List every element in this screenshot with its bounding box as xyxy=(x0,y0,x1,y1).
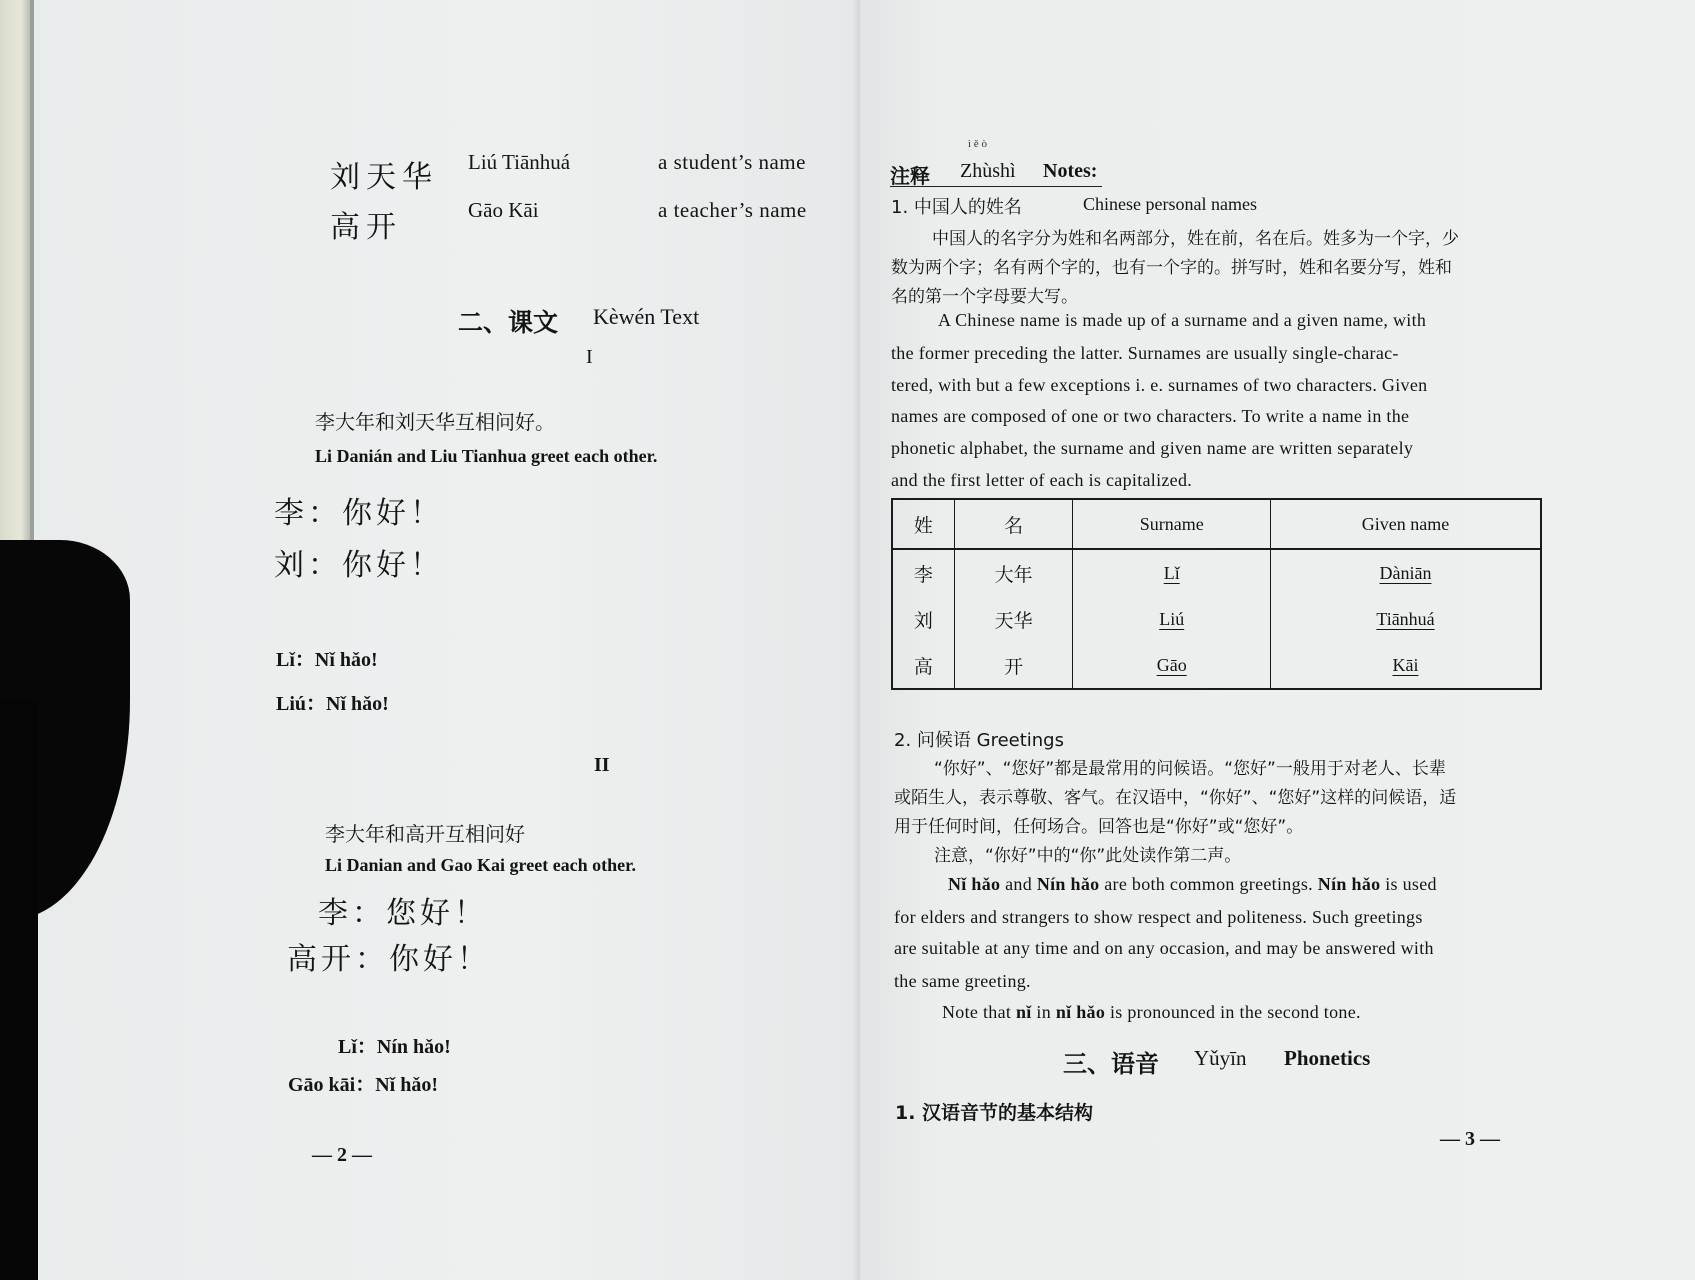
table-cell: Gāo xyxy=(1073,642,1271,689)
text-fragment: and xyxy=(1000,874,1037,894)
table-cell: Kāi xyxy=(1271,642,1542,689)
page-number-left: — 2 — xyxy=(312,1144,372,1166)
finger-occlusion-lower xyxy=(0,700,38,1280)
note1-title-cn: 1. 中国人的姓名 xyxy=(891,197,1022,218)
vocab-gloss: a teacher’s name xyxy=(658,198,807,222)
page-number-right: — 3 — xyxy=(1440,1128,1500,1150)
dialog-line-pinyin: Lǐ：Nǐ hǎo! xyxy=(276,649,378,671)
table-header: 姓 xyxy=(892,499,954,549)
handwritten-tone-marks: ì ě ò xyxy=(968,138,987,150)
section3-heading-pinyin: Yǔyīn xyxy=(1194,1046,1247,1070)
part-title-cn: 李大年和刘天华互相问好。 xyxy=(315,410,555,434)
notes-heading-cn: 注释 xyxy=(890,164,930,188)
table-cell: 大年 xyxy=(954,549,1073,596)
note1-body-cn: 名的第一个字母要大写。 xyxy=(891,287,1078,307)
left-page xyxy=(34,0,858,1280)
part-title-en: Li Danian and Gao Kai greet each other. xyxy=(325,855,637,875)
note2-title: 2. 问候语 Greetings xyxy=(894,730,1064,751)
table-cell: 天华 xyxy=(954,596,1073,642)
vocab-pinyin: Gāo Kāi xyxy=(468,198,539,222)
term-ni-hao: nǐ hǎo xyxy=(1055,1002,1106,1022)
note2-body-cn: 注意，“你好”中的“你”此处读作第二声。 xyxy=(934,846,1242,866)
vocab-gloss: a student’s name xyxy=(658,150,806,174)
term-nin-hao: Nín hǎo xyxy=(1036,874,1100,894)
section3-item1: 1. 汉语音节的基本结构 xyxy=(895,1102,1094,1124)
text-fragment: are both common greetings. xyxy=(1099,874,1318,894)
term-nin-hao: Nín hǎo xyxy=(1317,874,1381,894)
note2-body-cn: 或陌生人，表示尊敬、客气。在汉语中，“你好”、“您好”这样的问候语，适 xyxy=(894,788,1457,808)
note2-tone-note xyxy=(942,1002,1361,1023)
note2-body-en-lead xyxy=(948,874,1437,895)
part-numeral: II xyxy=(594,754,610,776)
table-cell: 高 xyxy=(892,642,954,689)
note2-body-en: for elders and strangers to show respect and politeness. Such greetings xyxy=(894,907,1423,927)
term-ni-hao: Nǐ hǎo xyxy=(948,874,1001,894)
dialog-line-cn: 高开：你好！ xyxy=(287,942,491,977)
part-numeral: I xyxy=(586,346,593,368)
note2-body-cn: 用于任何时间，任何场合。回答也是“你好”或“您好”。 xyxy=(894,817,1304,837)
note2-body-cn: “你好”、“您好”都是最常用的问候语。“您好”一般用于对老人、长辈 xyxy=(934,759,1446,779)
dialog-line-cn: 刘：你好！ xyxy=(274,548,444,583)
dialog-line-pinyin: Lǐ：Nín hǎo! xyxy=(338,1036,451,1058)
section3-heading-en: Phonetics xyxy=(1284,1046,1371,1070)
note1-body-en: A Chinese name is made up of a surname and a given name, with xyxy=(938,310,1427,330)
text-fragment: is used xyxy=(1380,874,1437,894)
note1-body-en: the former preceding the latter. Surnames are usually single-charac- xyxy=(891,343,1399,363)
dialog-line-cn: 李：你好！ xyxy=(274,496,444,531)
note1-title-en: Chinese personal names xyxy=(1083,194,1257,214)
text-fragment: in xyxy=(1031,1002,1056,1022)
table-cell: 李 xyxy=(892,549,954,596)
table-row xyxy=(892,549,1541,596)
table-cell: Lǐ xyxy=(1073,549,1271,596)
table-header: 名 xyxy=(954,499,1073,549)
table-header-row xyxy=(892,499,1541,549)
table-cell: Tiānhuá xyxy=(1271,596,1542,642)
vocab-hanzi: 高开 xyxy=(330,210,402,245)
note1-body-cn: 中国人的名字分为姓和名两部分，姓在前，名在后。姓多为一个字，少 xyxy=(932,229,1459,249)
text-fragment: is pronounced in the second tone. xyxy=(1105,1002,1361,1022)
note1-body-cn: 数为两个字；名有两个字的，也有一个字的。拼写时，姓和名要分写，姓和 xyxy=(891,258,1452,278)
term-ni: nǐ xyxy=(1015,1002,1032,1022)
note1-body-en: tered, with but a few exceptions i. e. surnames of two characters. Given xyxy=(891,375,1428,395)
vocab-hanzi: 刘天华 xyxy=(330,160,438,195)
note1-body-en: and the first letter of each is capitalized. xyxy=(891,470,1193,490)
part-title-en: Li Danián and Liu Tianhua greet each other. xyxy=(315,446,658,466)
table-row xyxy=(892,642,1541,689)
table-header: Surname xyxy=(1073,499,1271,549)
note1-body-en: phonetic alphabet, the surname and given name are written separately xyxy=(891,438,1414,458)
dialog-line-pinyin: Liú：Nǐ hǎo! xyxy=(276,693,389,715)
note1-body-en: names are composed of one or two characters. To write a name in the xyxy=(891,406,1410,426)
note2-body-en: the same greeting. xyxy=(894,971,1031,991)
names-table xyxy=(891,498,1542,690)
table-cell: Dàniān xyxy=(1271,549,1542,596)
section3-heading-cn: 三、语音 xyxy=(1063,1050,1159,1078)
text-fragment: Note that xyxy=(942,1002,1016,1022)
notes-heading-en: Notes: xyxy=(1043,160,1098,182)
table-cell: 刘 xyxy=(892,596,954,642)
table-row xyxy=(892,596,1541,642)
table-header: Given name xyxy=(1271,499,1542,549)
note2-body-en: are suitable at any time and on any occasion, and may be answered with xyxy=(894,938,1434,958)
table-cell: Liú xyxy=(1073,596,1271,642)
section-heading-text-cn: 二、课文 xyxy=(458,308,559,337)
vocab-pinyin: Liú Tiānhuá xyxy=(468,150,571,174)
dialog-line-cn: 李：您好！ xyxy=(318,896,488,931)
notes-heading-pinyin: Zhùshì xyxy=(960,160,1016,182)
part-title-cn: 李大年和高开互相问好 xyxy=(325,822,525,846)
notes-heading-underline xyxy=(890,186,1102,187)
dialog-line-pinyin: Gāo kāi：Nǐ hǎo! xyxy=(288,1074,439,1096)
section-heading-text-en: Kèwén Text xyxy=(593,304,700,329)
table-cell: 开 xyxy=(954,642,1073,689)
